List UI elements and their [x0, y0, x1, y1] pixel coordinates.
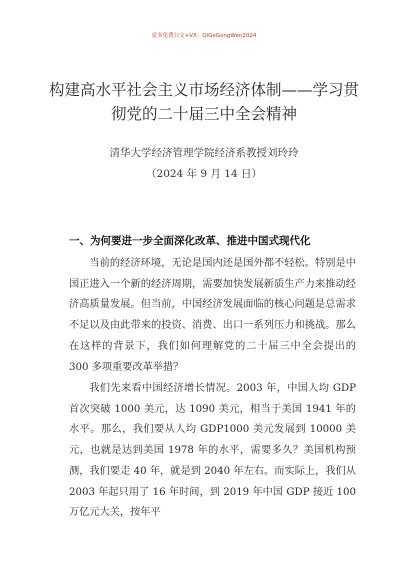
document-title: 构建高水平社会主义市场经济体制——学习贯彻党的二十届三中全会精神 — [48, 81, 359, 123]
author-line: 清华大学经济管理学院经济系教授刘玲玲 — [109, 147, 299, 159]
section-heading: 一、为何要进一步全面深化改革、推进中国式现代化 — [69, 235, 311, 247]
body-paragraph: 当前的经济环境，无论是国内还是国外都不轻松。特别是中国正进入一个新的经济周期，需要加快发展新质生产力来推动经济高质量发展。但当前，中国经济发展面临的核心问题是总需求不足以及由此带来的投资、消费、出口一系列压力和挑战。那么在这样的背景下，我们如何理解党的二十届三中全会提出的 300 多项重要改革举措？ — [69, 258, 356, 373]
body-paragraph: 我们先来看中国经济增长情况。2003 年，中国人均 GDP 首次突破 1000 美元，达 1090 美元，相当于美国 1941 年的水平。那么，我们要从人均 GDP1000 美元发展到 10000 美元，也就是达到美国 1978 年的水平，需要多久？美国机构预测，我们要走 40 年，就是到 2040 年左右。而实际上，我们从 2003 年起只用了 16 年时间，到 2019 年中国 GDP 接近 100 万亿元大关，按年平 — [69, 383, 356, 519]
header-note: 更多免费公文+VX：QiGeGongWen2024 — [151, 33, 257, 39]
date-line: （2024 年 9 月 14 日） — [146, 168, 262, 180]
